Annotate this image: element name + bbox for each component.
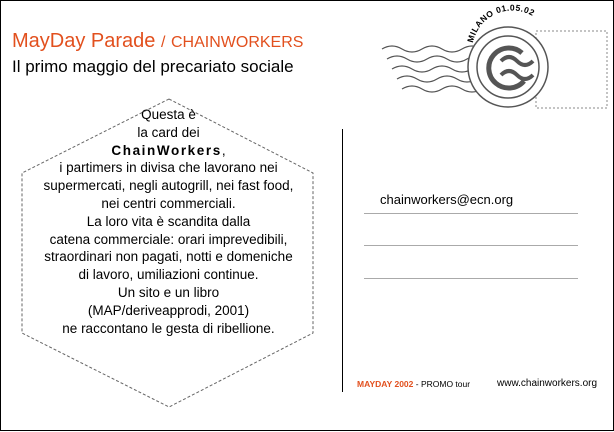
address-line-3	[364, 278, 578, 279]
brand-suffix: ,	[221, 142, 226, 158]
address-line-1	[364, 213, 578, 214]
message-line: Questa è	[141, 107, 196, 122]
message-line: supermercati, negli autogrill, nei fast food,	[43, 178, 294, 194]
message-line: (MAP/deriveapprodi, 2001)	[87, 302, 250, 318]
message-line: La loro vita è scandita dalla	[86, 213, 251, 229]
message-line: nei centri commerciali.	[101, 195, 236, 211]
postmark-area	[1, 1, 614, 141]
message-line: la card dei	[137, 124, 200, 140]
message-line: Un sito e un libro	[117, 284, 220, 300]
center-divider	[342, 129, 343, 392]
title-sub: CHAINWORKERS	[170, 34, 304, 51]
email-address: chainworkers@ecn.org	[380, 192, 514, 207]
chainworkers-cw-logo-icon	[468, 27, 548, 107]
postmark-city-date: MILANO 01.05.02	[465, 2, 537, 44]
footer-event-name: MAYDAY 2002	[357, 379, 414, 389]
footer-event	[357, 380, 470, 389]
title-separator: /	[160, 34, 166, 51]
card-subtitle: Il primo maggio del precariato sociale	[12, 57, 294, 76]
message-line: di lavoro, umiliazioni continue.	[78, 267, 259, 283]
message-line: catena commerciale: orari imprevedibili,	[49, 231, 288, 247]
title-main: MayDay Parade	[12, 30, 156, 52]
message-line: ne raccontano le gesta di ribellione.	[62, 320, 275, 336]
message-line: i partimers in divisa che lavorano nei	[59, 160, 278, 176]
address-line-2	[364, 245, 578, 246]
brand-name: ChainWorkers	[111, 142, 222, 158]
footer-website: www.chainworkers.org	[497, 378, 598, 389]
message-brand-line	[21, 142, 316, 160]
footer-promo: - PROMO tour	[413, 379, 471, 389]
message-line: straordinari non pagati, notti e domeniche	[44, 249, 293, 265]
